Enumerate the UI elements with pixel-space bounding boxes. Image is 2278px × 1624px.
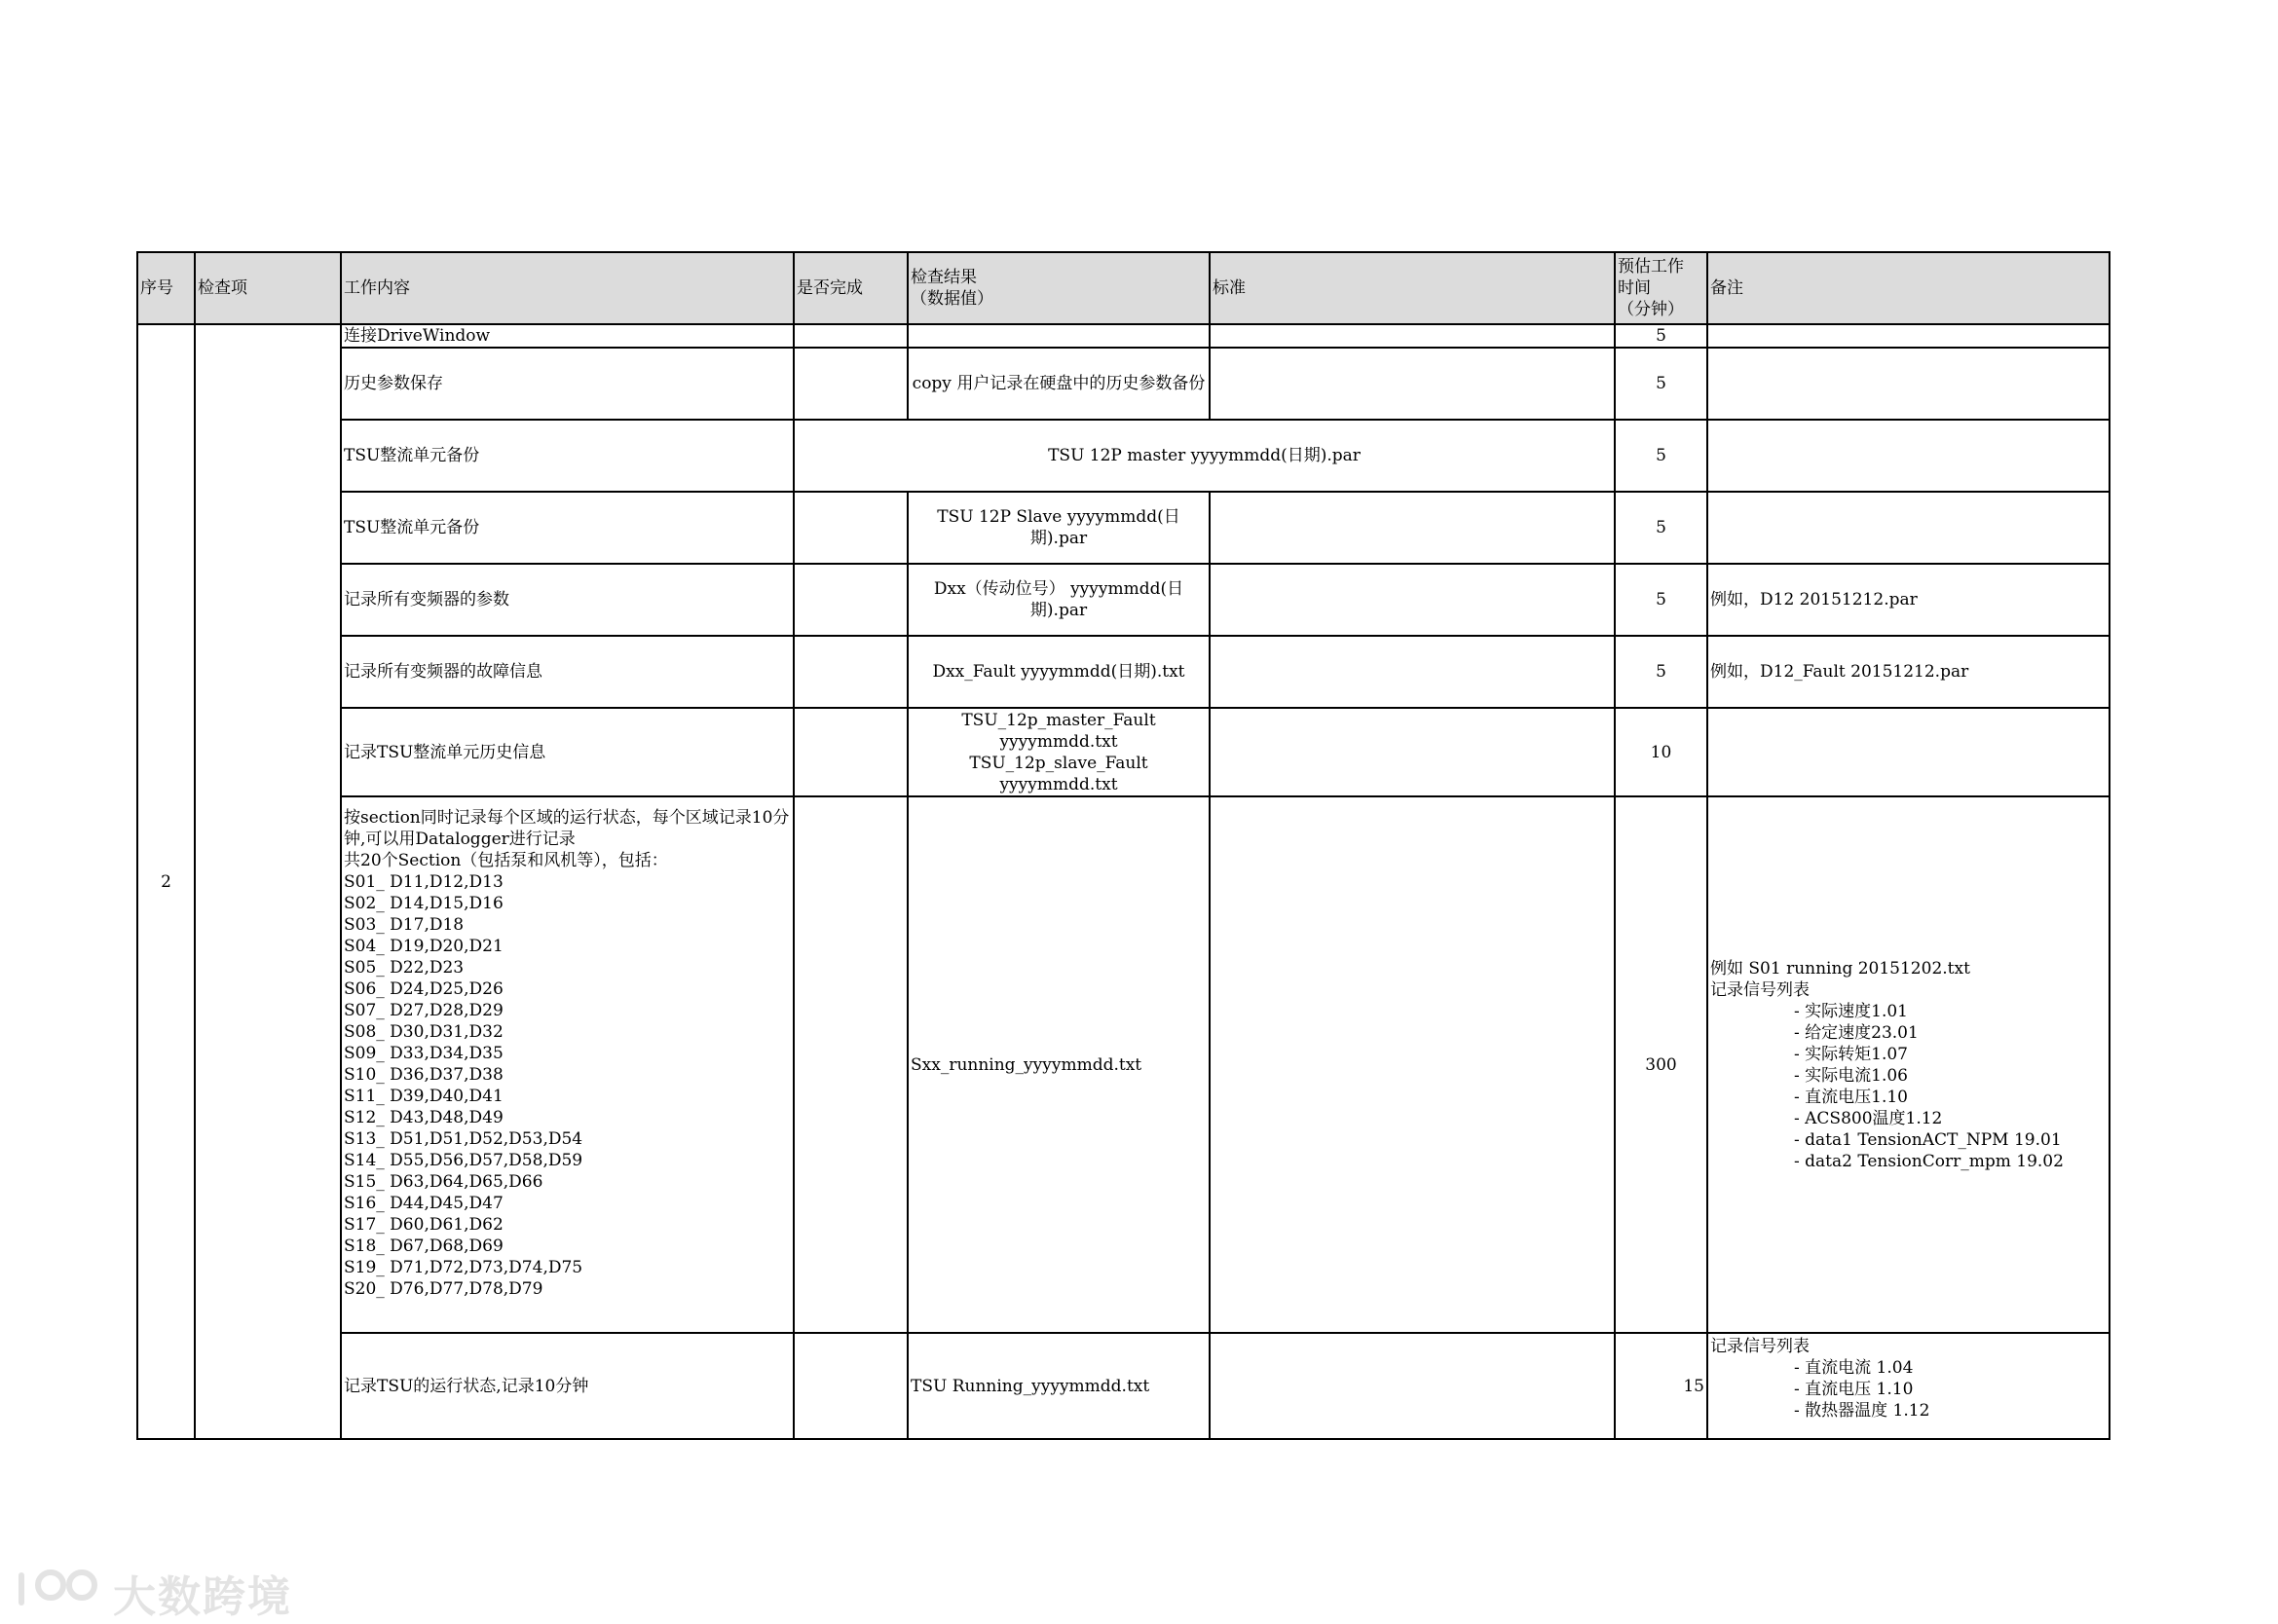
remark-cell xyxy=(1707,492,2110,564)
header-standard: 标准 xyxy=(1210,252,1615,324)
result-cell: Dxx_Fault yyyymmdd(日期).txt xyxy=(908,636,1210,708)
table-row xyxy=(137,708,2110,796)
table-row xyxy=(137,796,2110,1333)
remark-cell: 例如，D12 20151212.par xyxy=(1707,564,2110,636)
signal-item: - 直流电压 1.10 xyxy=(1794,1380,1914,1399)
standard-cell xyxy=(1210,348,1615,420)
content-line: S15_ D63,D64,D65,D66 xyxy=(344,1172,543,1192)
content-line: S10_ D36,D37,D38 xyxy=(344,1065,504,1085)
standard-cell xyxy=(1210,1333,1615,1439)
content-line: S08_ D30,D31,D32 xyxy=(344,1022,504,1042)
watermark xyxy=(14,1562,292,1624)
remark-cell xyxy=(1707,348,2110,420)
remark-cell xyxy=(1707,420,2110,492)
time-cell: 5 xyxy=(1615,564,1707,636)
content-line: S19_ D71,D72,D73,D74,D75 xyxy=(344,1258,583,1277)
content-cell: 历史参数保存 xyxy=(341,348,794,420)
time-cell: 15 xyxy=(1615,1333,1707,1439)
signal-item: - 给定速度23.01 xyxy=(1794,1022,1919,1043)
signal-item: - 直流电流 1.04 xyxy=(1794,1358,1914,1378)
time-cell: 5 xyxy=(1615,324,1707,348)
header-result: 检查结果 （数据值） xyxy=(908,252,1210,324)
table-row xyxy=(137,348,2110,420)
seq-cell: 2 xyxy=(137,324,195,1439)
content-line: S07_ D27,D28,D29 xyxy=(344,1001,504,1020)
result-cell: TSU 12P master yyyymmdd(日期).par xyxy=(794,420,1615,492)
content-line: S03_ D17,D18 xyxy=(344,915,465,935)
standard-cell xyxy=(1210,636,1615,708)
signal-item: - 实际电流1.06 xyxy=(1794,1065,1908,1086)
result-cell: copy 用户记录在硬盘中的历史参数备份 xyxy=(908,348,1210,420)
time-cell: 5 xyxy=(1615,420,1707,492)
done-cell xyxy=(794,796,908,1333)
header-time: 预估工作 时间 （分钟） xyxy=(1615,252,1707,324)
content-line: 按section同时记录每个区域的运行状态，每个区域记录10分钟,可以用Datalogger进行记录 xyxy=(344,808,790,849)
remark-subtitle: 记录信号列表 xyxy=(1710,979,1810,1000)
standard-cell xyxy=(1210,796,1615,1333)
time-cell: 10 xyxy=(1615,708,1707,796)
result-cell: TSU Running_yyyymmdd.txt xyxy=(908,1333,1210,1439)
content-line: S09_ D33,D34,D35 xyxy=(344,1044,504,1063)
item-cell xyxy=(195,324,341,1439)
table-row xyxy=(137,1333,2110,1439)
signal-item: - 散热器温度 1.12 xyxy=(1794,1401,1930,1421)
content-cell: 记录所有变频器的故障信息 xyxy=(341,636,794,708)
signal-item: - data1 TensionACT_NPM 19.01 xyxy=(1794,1129,2062,1150)
standard-cell xyxy=(1210,324,1615,348)
signal-item: - 直流电压1.10 xyxy=(1794,1087,1908,1107)
done-cell xyxy=(794,708,908,796)
content-line: S13_ D51,D51,D52,D53,D54 xyxy=(344,1129,583,1149)
standard-cell xyxy=(1210,708,1615,796)
done-cell xyxy=(794,492,908,564)
content-cell: 记录TSU整流单元历史信息 xyxy=(341,708,794,796)
content-line: S02_ D14,D15,D16 xyxy=(344,894,504,913)
done-cell xyxy=(794,1333,908,1439)
signal-item: - 实际转矩1.07 xyxy=(1794,1044,1908,1064)
header-content: 工作内容 xyxy=(341,252,794,324)
result-cell: Dxx（传动位号） yyyymmdd(日期).par xyxy=(908,564,1210,636)
header-done: 是否完成 xyxy=(794,252,908,324)
result-cell: TSU_12p_master_Fault yyyymmdd.txt TSU_12p_slave_Fault yyyymmdd.txt xyxy=(908,708,1210,796)
content-cell: 记录所有变频器的参数 xyxy=(341,564,794,636)
header-remark: 备注 xyxy=(1707,252,2110,324)
header-seq: 序号 xyxy=(137,252,195,324)
content-line: S04_ D19,D20,D21 xyxy=(344,937,504,956)
content-cell: 连接DriveWindow xyxy=(341,324,794,348)
table-row xyxy=(137,636,2110,708)
content-line: S12_ D43,D48,D49 xyxy=(344,1108,504,1127)
remark-subtitle: 记录信号列表 xyxy=(1710,1337,1810,1356)
content-line: S01_ D11,D12,D13 xyxy=(344,872,504,892)
inspection-table xyxy=(136,251,2110,1440)
signal-item: - 实际速度1.01 xyxy=(1794,1001,1908,1021)
content-cell: TSU整流单元备份 xyxy=(341,492,794,564)
signal-item: - data2 TensionCorr_mpm 19.02 xyxy=(1794,1151,2064,1171)
result-cell: TSU 12P Slave yyyymmdd(日期).par xyxy=(908,492,1210,564)
content-line: S05_ D22,D23 xyxy=(344,958,465,978)
content-line: S11_ D39,D40,D41 xyxy=(344,1087,504,1106)
content-line: S20_ D76,D77,D78,D79 xyxy=(344,1279,543,1299)
done-cell xyxy=(794,348,908,420)
link-loop-icon xyxy=(14,1564,107,1623)
content-line: 共20个Section（包括泵和风机等），包括： xyxy=(344,851,668,870)
result-cell: Sxx_running_yyyymmdd.txt xyxy=(908,796,1210,1333)
content-line: S17_ D60,D61,D62 xyxy=(344,1215,504,1235)
remark-cell xyxy=(1707,796,2110,1333)
time-cell: 5 xyxy=(1615,492,1707,564)
remark-cell xyxy=(1707,708,2110,796)
watermark-text: 大数跨境 xyxy=(113,1572,292,1622)
time-cell: 5 xyxy=(1615,636,1707,708)
content-line: S16_ D44,D45,D47 xyxy=(344,1194,504,1213)
content-cell xyxy=(341,796,794,1333)
header-item: 检查项 xyxy=(195,252,341,324)
content-line: S14_ D55,D56,D57,D58,D59 xyxy=(344,1151,583,1170)
done-cell xyxy=(794,564,908,636)
signal-item: - ACS800温度1.12 xyxy=(1794,1108,1943,1128)
time-cell: 5 xyxy=(1615,348,1707,420)
table-row xyxy=(137,564,2110,636)
remark-title: 例如 S01 running 20151202.txt xyxy=(1710,958,1970,978)
table-row xyxy=(137,492,2110,564)
result-cell xyxy=(908,324,1210,348)
header-row xyxy=(137,252,2110,324)
content-line: S18_ D67,D68,D69 xyxy=(344,1236,504,1256)
standard-cell xyxy=(1210,492,1615,564)
content-cell: TSU整流单元备份 xyxy=(341,420,794,492)
remark-cell: 例如，D12_Fault 20151212.par xyxy=(1707,636,2110,708)
remark-cell xyxy=(1707,324,2110,348)
content-line: S06_ D24,D25,D26 xyxy=(344,979,504,999)
table-row xyxy=(137,324,2110,348)
remark-cell xyxy=(1707,1333,2110,1439)
standard-cell xyxy=(1210,564,1615,636)
content-cell: 记录TSU的运行状态,记录10分钟 xyxy=(341,1333,794,1439)
time-cell: 300 xyxy=(1615,796,1707,1333)
done-cell xyxy=(794,324,908,348)
done-cell xyxy=(794,636,908,708)
table-row xyxy=(137,420,2110,492)
